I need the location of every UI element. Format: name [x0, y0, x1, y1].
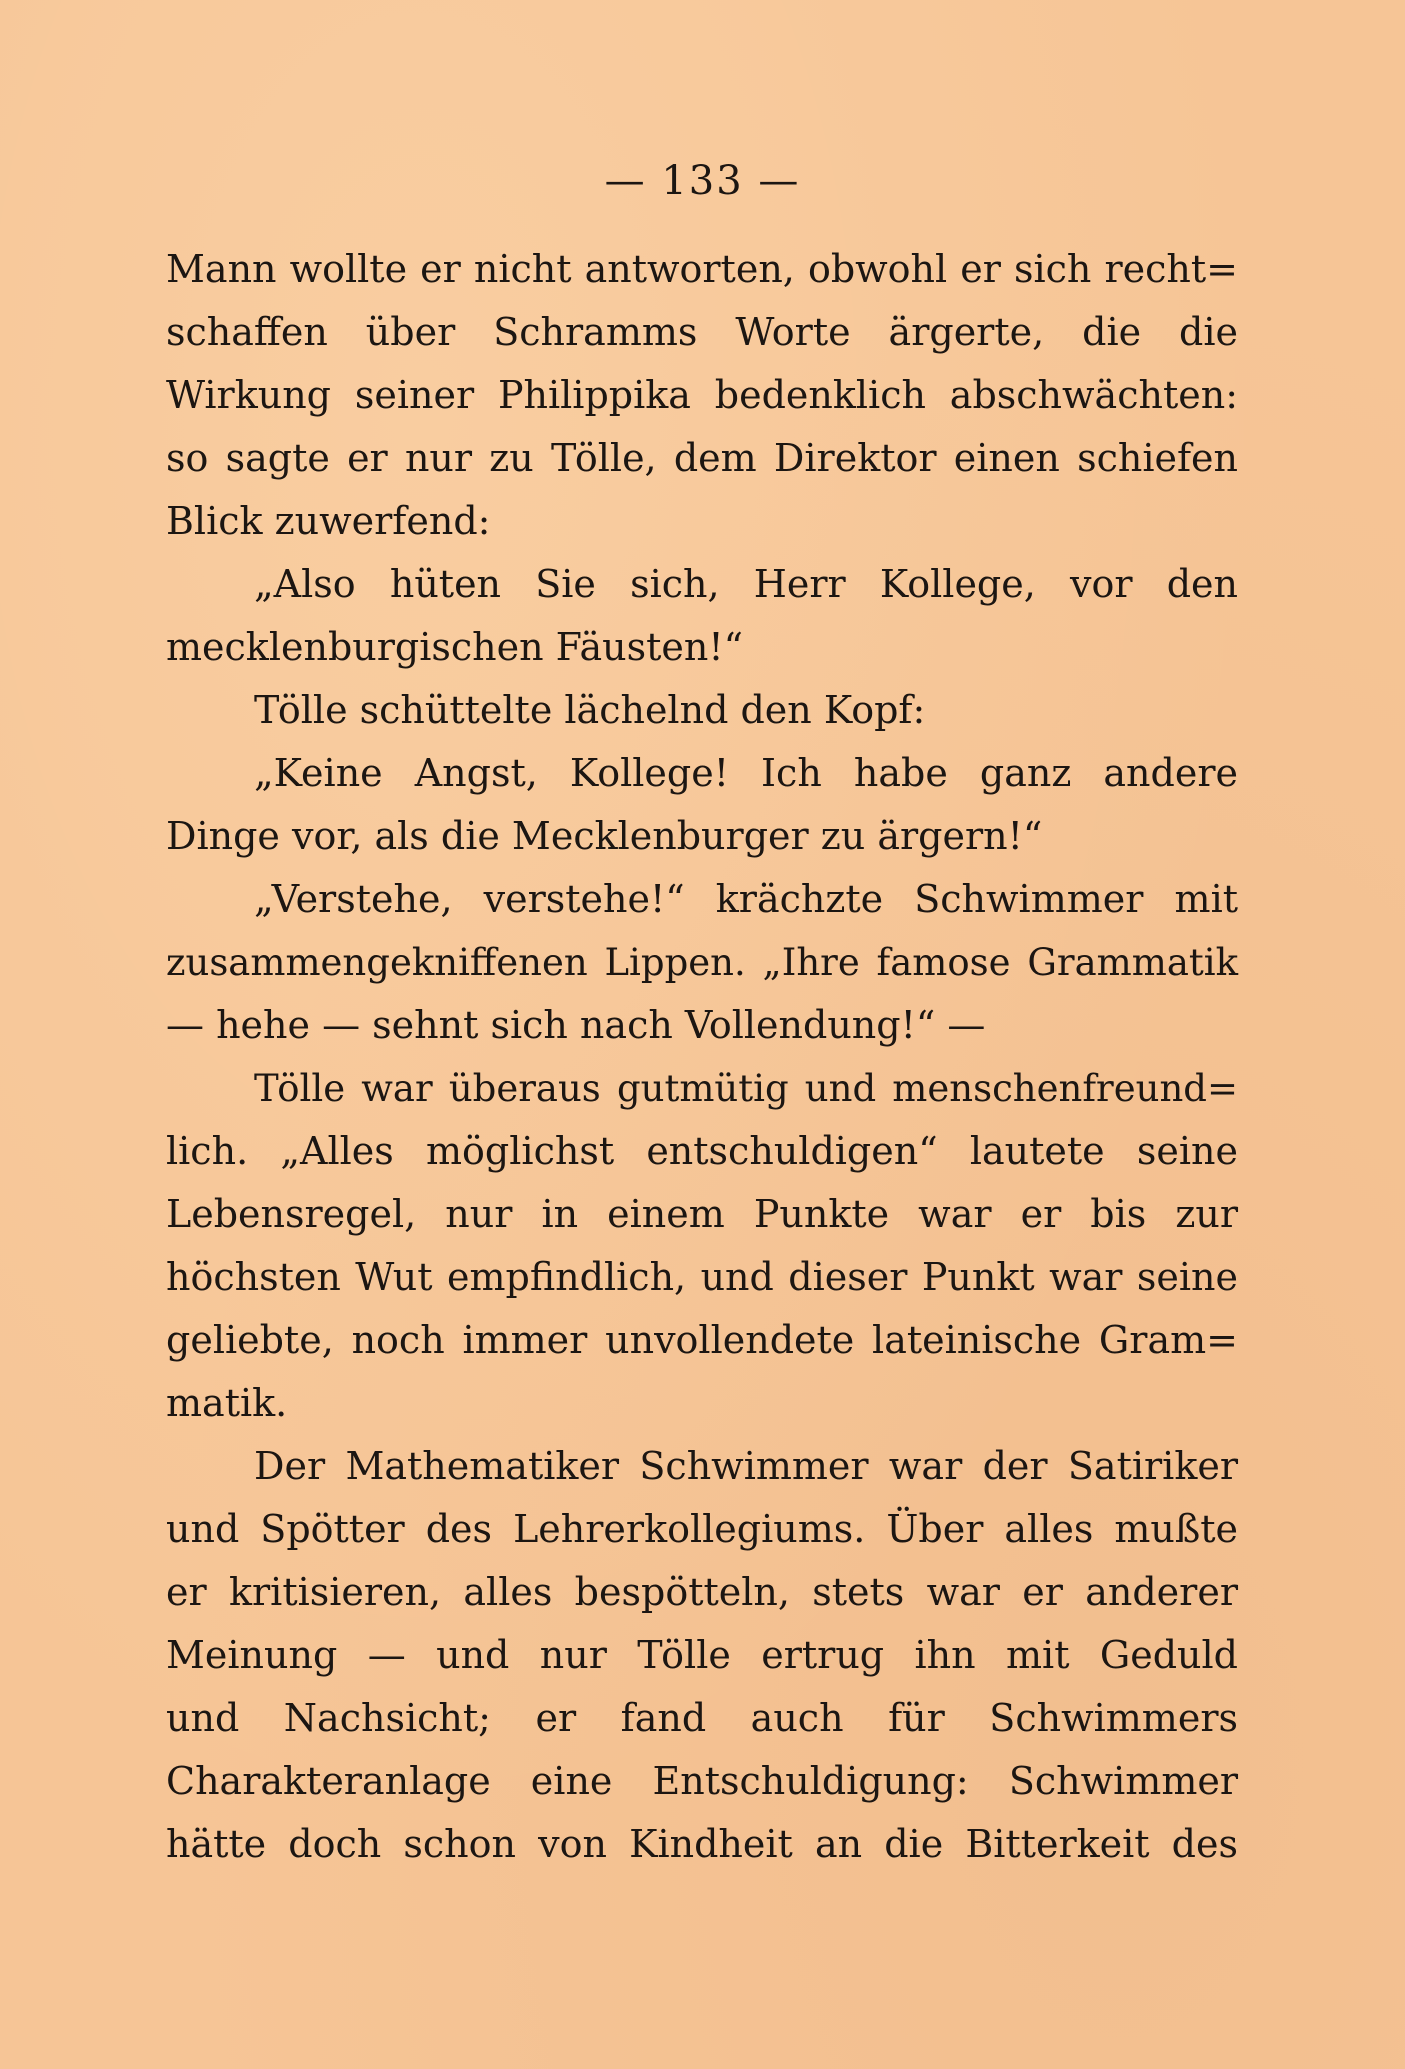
text-line: zusammengekniffenen Lippen. „Ihre famose Grammatik [166, 941, 1238, 984]
text-line: — hehe — sehnt sich nach Vollendung!“ — [166, 1003, 986, 1047]
text-line: und Spötter des Lehrerkollegiums. Über alles mußte [166, 1507, 1238, 1551]
text-line: Tölle war überaus gutmütig und menschenfreund= [254, 1067, 1238, 1110]
text-line: lich. „Alles möglichst entschuldigen“ lautete seine [166, 1129, 1238, 1173]
text-line: und Nachsicht; er fand auch für Schwimmers [166, 1696, 1238, 1740]
text-line: Charakteranlage eine Entschuldigung: Schwimmer [166, 1759, 1238, 1803]
text-line: hätte doch schon von Kindheit an die Bitterkeit des [166, 1822, 1238, 1866]
text-line: so sagte er nur zu Tölle, dem Direktor einen schiefen [166, 436, 1238, 480]
text-line: Der Mathematiker Schwimmer war der Satiriker [254, 1444, 1238, 1488]
body-text [166, 238, 1238, 1876]
text-line: Lebensregel, nur in einem Punkte war er bis zur [166, 1192, 1238, 1236]
text-line: matik. [166, 1381, 288, 1425]
text-line: „Also hüten Sie sich, Herr Kollege, vor den [254, 562, 1238, 606]
text-line: er kritisieren, alles bespötteln, stets war er anderer [166, 1570, 1238, 1614]
text-line: Dinge vor, als die Mecklenburger zu ärgern!“ [166, 814, 1043, 858]
text-line: höchsten Wut empfindlich, und dieser Punkt war seine [166, 1255, 1238, 1299]
text-line: mecklenburgischen Fäusten!“ [166, 625, 744, 669]
text-line: Wirkung seiner Philippika bedenklich abschwächten: [166, 373, 1238, 417]
text-line: Meinung — und nur Tölle ertrug ihn mit Geduld [166, 1633, 1238, 1677]
text-line: schaffen über Schramms Worte ärgerte, die die [166, 310, 1238, 354]
text-line: geliebte, noch immer unvollendete lateinische Gram= [166, 1318, 1238, 1362]
text-line: Blick zuwerfend: [166, 499, 491, 543]
page-number: — 133 — [604, 158, 801, 204]
text-line: „Keine Angst, Kollege! Ich habe ganz andere [254, 751, 1238, 795]
text-line: „Verstehe, verstehe!“ krächzte Schwimmer mit [254, 877, 1238, 921]
text-line: Tölle schüttelte lächelnd den Kopf: [254, 688, 926, 732]
text-line: Mann wollte er nicht antworten, obwohl er sich recht= [166, 247, 1238, 291]
